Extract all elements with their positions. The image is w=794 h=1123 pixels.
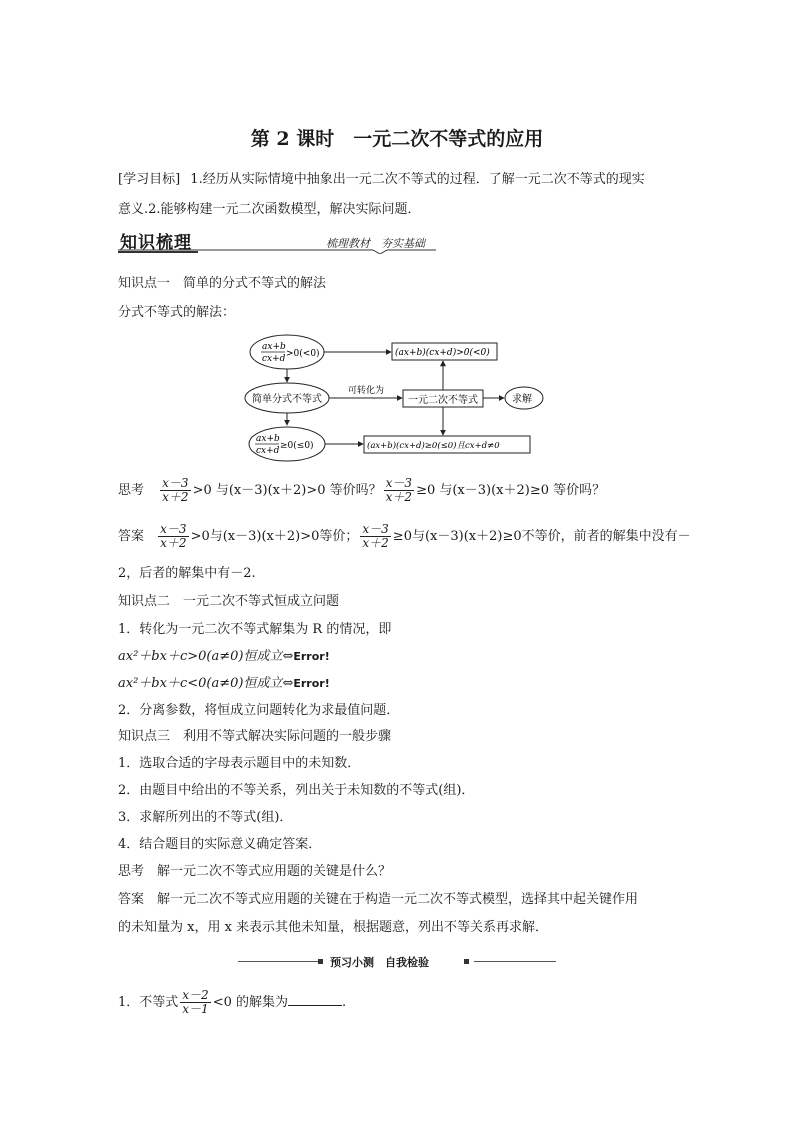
middle-arrow-label: 可转化为 <box>348 386 385 396</box>
kp2-formula2-line <box>118 676 330 692</box>
think-text-2: ≥0 与(x－3)(x＋2)≥0 等价吗？ <box>416 483 606 498</box>
kp3-answer-line1: 答案 解一元二次不等式应用题的关键在于构造一元二次不等式模型，选择其中起关键作用 <box>118 892 639 907</box>
kp1-heading: 知识点一 简单的分式不等式的解法 <box>118 276 327 291</box>
kp3-step-4: 4．结合题目的实际意义确定答案． <box>118 837 322 852</box>
objectives-label: [学习目标] <box>118 172 181 187</box>
think-text-1: >0 与(x－3)(x＋2)>0 等价吗？ <box>192 483 382 498</box>
kp3-step-2: 2．由题目中给出的不等关系，列出关于未知数的不等式(组)． <box>118 783 475 798</box>
banner-subtitle: 梳理教材 夯实基础 <box>326 237 425 250</box>
top-right-text: (ax+b)(cx+d)>0(<0) <box>395 348 490 358</box>
q1-suffix: . <box>341 995 347 1010</box>
kp3-step-3: 3．求解所列出的不等式(组)． <box>118 810 293 825</box>
preview-title: 预习小测 自我检验 <box>330 956 429 969</box>
kp1-intro: 分式不等式的解法： <box>118 305 236 320</box>
answer-fraction-1: $\frac{x-3}{x+2}$ <box>160 522 187 550</box>
think-label: 思考 <box>118 483 145 498</box>
q1-prefix: 1．不等式 <box>118 995 179 1010</box>
learning-objectives-line2: 意义.2.能够构建一元二次函数模型，解决实际问题． <box>118 202 421 217</box>
top-left-rel: >0(<0) <box>286 349 320 359</box>
q1-answer-blank[interactable] <box>288 993 342 1006</box>
banner-title: 知识梳理 <box>120 233 192 253</box>
page-title: 第 2 课时 一元二次不等式的应用 <box>250 128 544 150</box>
kp2-heading: 知识点二 一元二次不等式恒成立问题 <box>118 594 340 609</box>
kp3-think: 思考 解一元二次不等式应用题的关键是什么？ <box>118 864 392 879</box>
answer-text-2: ≥0与(x－3)(x＋2)≥0不等价，前者的解集中没有－ <box>392 529 691 544</box>
objectives-text1: 1.经历从实际情境中抽象出一元二次不等式的过程．了解一元二次不等式的现实 <box>190 172 645 187</box>
fraction-inequality-diagram <box>240 332 550 466</box>
bottom-right-text: (ax+b)(cx+d)≥0(≤0)且cx+d≠0 <box>367 441 500 451</box>
bottom-left-num: ax+b <box>256 434 280 444</box>
bottom-left-den: cx+d <box>256 446 280 456</box>
middle-left-text: 简单分式不等式 <box>252 394 322 405</box>
answer-text-1: >0与(x－3)(x＋2)>0等价； <box>190 529 359 544</box>
kp2-item1: 1．转化为一元二次不等式解集为 R 的情况，即 <box>118 622 392 637</box>
think-fraction-2: $\frac{x-3}{x+2}$ <box>385 476 413 504</box>
kp2-formula1: ax²＋bx＋c>0(a≠0)恒成立⇔ <box>118 649 294 664</box>
think-fraction-1: $\frac{x-3}{x+2}$ <box>162 476 189 504</box>
kp2-error2: Error! <box>293 677 330 690</box>
learning-objectives-line1 <box>118 172 645 188</box>
preview-divider <box>238 954 556 970</box>
q1-rel: <0 的解集为 <box>212 995 288 1010</box>
kp2-item2: 2．分离参数，将恒成立问题转化为求最值问题． <box>118 703 400 718</box>
answer-fraction-2: $\frac{x-3}{x+2}$ <box>362 522 389 550</box>
kp3-step-1: 1．选取合适的字母表示题目中的未知数． <box>118 756 361 771</box>
banner-underline <box>118 228 436 254</box>
top-left-den: cx+d <box>262 354 286 364</box>
middle-center-text: 一元二次不等式 <box>408 395 478 406</box>
kp1-answer <box>118 522 691 552</box>
kp2-error1: Error! <box>293 650 330 663</box>
kp2-formula1-line <box>118 649 330 665</box>
kp3-answer-line2: 的未知量为 x，用 x 来表示其他未知量，根据题意，列出不等关系再求解． <box>118 920 549 935</box>
top-left-num: ax+b <box>262 342 286 352</box>
kp1-think <box>118 476 605 506</box>
kp3-heading: 知识点三 利用不等式解决实际问题的一般步骤 <box>118 729 392 744</box>
kp1-answer-line2: 2，后者的解集中有－2. <box>118 566 256 581</box>
kp2-formula2: ax²＋bx＋c<0(a≠0)恒成立⇔ <box>118 676 294 691</box>
section-banner <box>118 228 436 254</box>
question-1 <box>118 988 346 1018</box>
q1-fraction: $\frac{x-2}{x-1}$ <box>182 988 209 1016</box>
answer-label: 答案 <box>118 529 145 544</box>
middle-right-text: 求解 <box>512 394 532 405</box>
bottom-left-rel: ≥0(≤0) <box>280 441 314 451</box>
